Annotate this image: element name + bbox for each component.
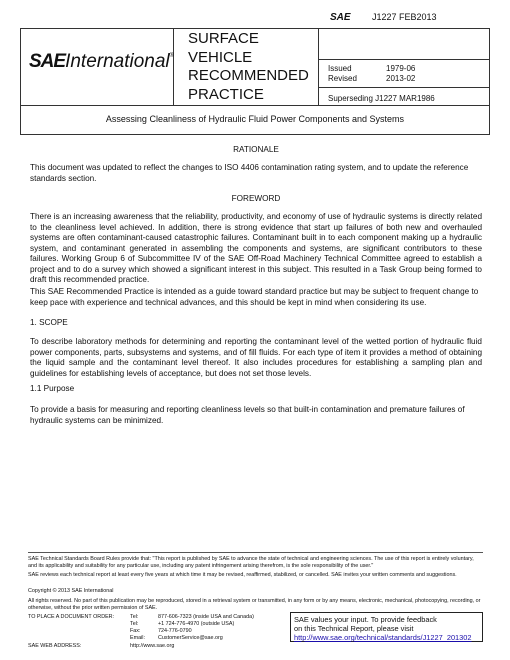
- web-label: SAE WEB ADDRESS:: [28, 643, 82, 649]
- revised-value: 2013-02: [386, 74, 416, 83]
- sae-mini-logo: SAE: [330, 12, 351, 23]
- revised-label: Revised: [328, 74, 357, 83]
- foreword-paragraph: This SAE Recommended Practice is intended as a guide toward standard practice but may be subject to frequent change to keep pace with experience and technical advances, and this should be kept in mind when considering its use.: [30, 287, 479, 307]
- fax-label: Fax:: [130, 628, 141, 634]
- footer-rights-text: All rights reserved. No part of this publication may be reproduced, stored in a retrieval system or transmitted, in any form or by any means, electronic, mechanical, photocopying, recording, or otherwise, without the prior written permission of SAE.: [28, 598, 481, 611]
- feedback-box: SAE values your input. To provide feedback on this Technical Report, please visit http://www.sae.org/technical/standards/J1227_201302: [290, 612, 483, 642]
- web-value[interactable]: http://www.sae.org: [130, 643, 175, 649]
- feedback-link[interactable]: http://www.sae.org/technical/standards/J1227_201302: [294, 633, 472, 642]
- footer-rules-text: SAE Technical Standards Board Rules provide that: "This report is published by SAE to advance the state of technical and engineering sciences. The use of this report is entirely voluntary, and its applicability and suitability for any particular use, including any patent infringement arising therefrom, is the sole responsibility of the user.": [28, 556, 474, 569]
- header-rule: [318, 87, 490, 88]
- email-label: Email:: [130, 635, 145, 641]
- header-rule: [318, 59, 490, 60]
- foreword-paragraph: There is an increasing awareness that the reliability, productivity, and economy of use of hydraulic systems is directly related to the cleanliness level achieved. In addition, there is strong evidence that start up failures of both new and overhauled systems are often contaminant-caused catastrophic failures. Contaminant built in to each component making up a hydraulic system, and contaminant generated in assembling the components and systems, are significant contributors to these failures. Working Group 6 of Subcommittee IV of the SAE Off-Road Machinery Technical Committee agreed to establish a project and to do a survey which showed a significant interest in this subject. This resulted in a Task Group being formed to draft this recommended practice.: [30, 212, 482, 284]
- footer-copyright: Copyright © 2013 SAE International: [28, 588, 114, 594]
- document-title: Assessing Cleanliness of Hydraulic Fluid Power Components and Systems: [20, 106, 490, 135]
- email-value[interactable]: CustomerService@sae.org: [158, 635, 223, 641]
- superseding-note: Superseding J1227 MAR1986: [328, 94, 435, 103]
- rationale-heading: RATIONALE: [233, 145, 279, 154]
- scope-text: To describe laboratory methods for determining and reporting the contaminant level of the wetted portion of hydraulic fluid power components, parts, subsystems and systems, and of fill fluids. For each type of item it provides a method of obtaining the liquid sample and the contaminant level thereof. It also includes procedures for establishing a sampling plan and guidelines for establishing levels of acceptance, but does not set those levels.: [30, 337, 482, 378]
- sae-international-logo: SAEInternational®: [29, 51, 175, 72]
- footer-rule: [28, 552, 483, 553]
- fax-value: 724-776-0790: [158, 628, 192, 634]
- purpose-text: To provide a basis for measuring and reporting cleanliness levels so that built-in contamination and premature failures of hydraulic systems can be minimized.: [30, 405, 465, 425]
- scope-heading: 1. SCOPE: [30, 318, 68, 327]
- issued-value: 1979-06: [386, 64, 416, 73]
- order-label: TO PLACE A DOCUMENT ORDER:: [28, 614, 115, 620]
- footer-review-text: SAE reviews each technical report at least every five years at which time it may be revised, reaffirmed, stabilized, or cancelled. SAE invites your written comments and suggestions.: [28, 572, 457, 578]
- tel-value: 877-606-7323 (inside USA and Canada): [158, 614, 254, 620]
- rationale-text: This document was updated to reflect the changes to ISO 4406 contamination rating system, and to update the reference standards section.: [30, 163, 469, 183]
- issued-label: Issued: [328, 64, 352, 73]
- tel-label: Tel:: [130, 621, 139, 627]
- tel-value: +1 724-776-4970 (outside USA): [158, 621, 235, 627]
- document-number: J1227 FEB2013: [372, 12, 437, 22]
- tel-label: Tel:: [130, 614, 139, 620]
- purpose-heading: 1.1 Purpose: [30, 384, 75, 393]
- document-type: SURFACE VEHICLE RECOMMENDED PRACTICE: [188, 30, 309, 103]
- foreword-heading: FOREWORD: [231, 194, 281, 203]
